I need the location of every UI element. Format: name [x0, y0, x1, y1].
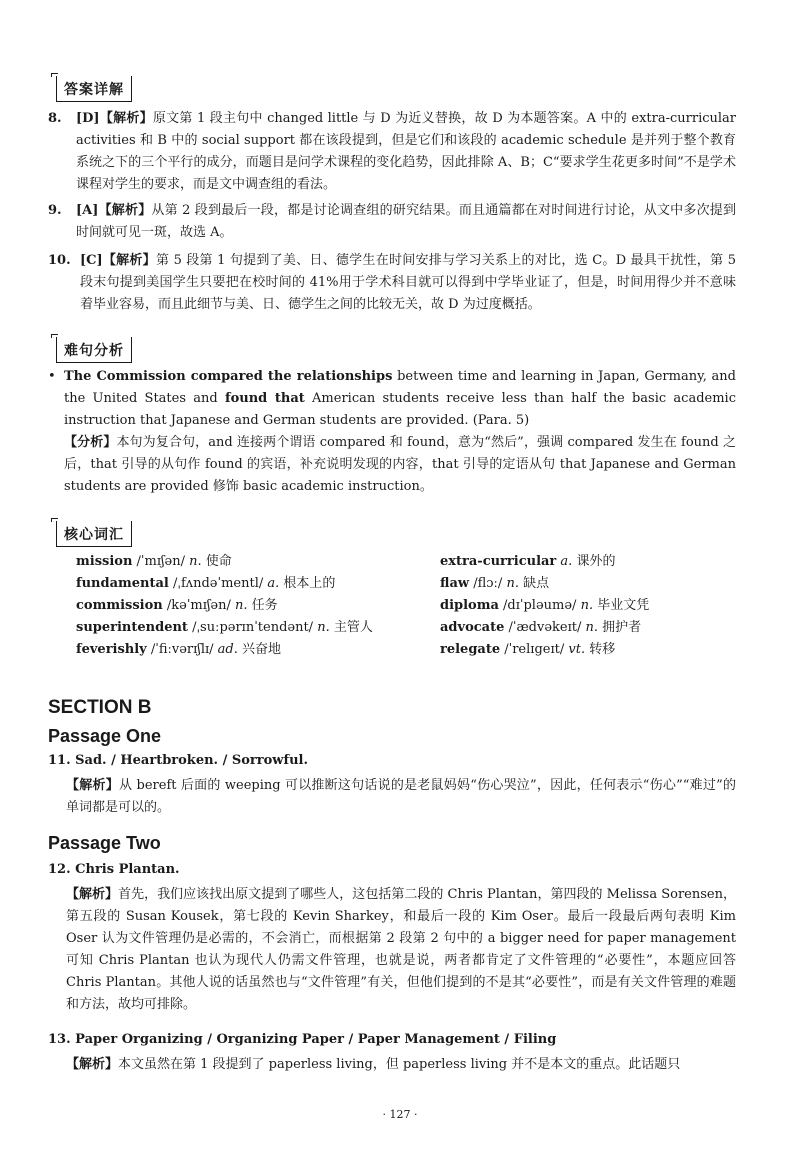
- vocab-word: flaw: [440, 576, 470, 591]
- answer-item-9: [48, 200, 736, 244]
- vocab-phonetic: /ˈrelɪgeɪt/: [504, 642, 565, 657]
- vocab-entry: [440, 595, 649, 617]
- vocab-meaning: 拥护者: [602, 620, 642, 635]
- question-11-answer: 11. Sad. / Heartbroken. / Sorrowful.: [48, 753, 308, 768]
- vocab-phonetic: /ˈmɪʃən/: [136, 554, 185, 569]
- vocab-entry: [440, 639, 649, 661]
- sentence-part-2: between time and learning in Japan, Germany, and the United States and: [64, 369, 736, 406]
- vocab-word: advocate: [440, 620, 505, 635]
- vocab-word: mission: [76, 554, 133, 569]
- vocab-pos: n.: [317, 620, 330, 635]
- vocab-pos: n.: [580, 598, 594, 613]
- vocab-word: commission: [76, 598, 163, 613]
- vocab-meaning: 主管人: [333, 620, 373, 635]
- difficult-sentence-tag: 难句分析: [56, 337, 132, 363]
- vocab-entry: [440, 617, 649, 639]
- vocab-meaning: 毕业文凭: [597, 598, 650, 613]
- answer-label: [D]【解析】: [76, 111, 153, 126]
- vocab-meaning: 课外的: [576, 554, 616, 569]
- answer-body: 第 5 段第 1 句提到了美、日、德学生在时间安排与学习关系上的对比，选 C。D 最具干扰性，第 5 段末句提到美国学生只要把在校时间的 41%用于学术科目就可以得到中学毕业证了，但是，时间用得少并不意味着毕业容易，而且此细节与美、日、德学生之间的比较无关，故 D 为过度概括。: [80, 253, 736, 312]
- vocab-word: feverishly: [76, 642, 147, 657]
- vocab-pos: a.: [560, 554, 573, 569]
- core-vocab-tag: 核心词汇: [56, 521, 132, 547]
- vocab-phonetic: /kəˈmɪʃən/: [166, 598, 231, 613]
- vocab-entry: [440, 573, 649, 595]
- bullet-icon: •: [48, 369, 56, 384]
- vocab-pos: n.: [235, 598, 248, 613]
- explanation-text: 本文虽然在第 1 段提到了 paperless living，但 paperless living 并不是本文的重点。此话题只: [118, 1057, 681, 1072]
- sentence-part-3: found that: [224, 391, 305, 406]
- vocab-phonetic: /ˌsuːpərɪnˈtendənt/: [192, 620, 314, 635]
- vocab-phonetic: /ˈfiːvərɪʃlɪ/: [150, 642, 214, 657]
- vocab-entry: [440, 551, 649, 573]
- vocab-pos: n.: [189, 554, 202, 569]
- vocab-meaning: 缺点: [523, 576, 550, 591]
- question-12-answer: 12. Chris Plantan.: [48, 862, 180, 877]
- vocab-entry: [76, 617, 373, 639]
- question-13-answer: 13. Paper Organizing / Organizing Paper / Paper Management / Filing: [48, 1032, 557, 1047]
- vocab-entry: [76, 595, 373, 617]
- answer-label: [A]【解析】: [76, 203, 152, 218]
- vocab-word: diploma: [440, 598, 499, 613]
- vocab-meaning: 兴奋地: [242, 642, 282, 657]
- answer-detail-tag: 答案详解: [56, 76, 132, 102]
- answer-text: [80, 250, 736, 316]
- explanation-text: 首先，我们应该找出原文提到了哪些人，这包括第二段的 Chris Plantan，第四段的 Melissa Sorensen，第五段的 Susan Kousek，第七段的 Kevin Sharkey，和最后一段的 Kim Oser。最后一段最后两句表明 Kim Oser 认为文件管理仍是必需的，不会消亡，而根据第 2 段第 2 句中的 a bigger need for paper management 可知 Chris Plantan 也认为现代人仍需文件管理，也就是说，两者都肯定了文件管理的“必要性”，本题应回答 Chris Plantan。其他人说的话虽然也与“文件管理”有关，但他们提到的不是其“必要性”，而是有关文件管理的难题和方法，故均可排除。: [66, 887, 736, 1012]
- vocab-pos: ad.: [217, 642, 238, 657]
- explanation-label: 【解析】: [66, 1057, 119, 1072]
- section-b-heading: SECTION B: [48, 697, 152, 718]
- vocab-word: extra-curricular: [440, 554, 557, 569]
- answer-item-8: [48, 108, 736, 196]
- answer-item-10: [48, 250, 736, 316]
- vocab-pos: vt.: [568, 642, 586, 657]
- vocab-phonetic: /ˌfʌndəˈmentl/: [173, 576, 264, 591]
- vocab-entry: [76, 639, 373, 661]
- vocab-entry: [76, 573, 373, 595]
- vocab-pos: a.: [267, 576, 280, 591]
- vocab-meaning: 使命: [205, 554, 232, 569]
- difficult-sentence: [64, 366, 736, 432]
- vocab-right-column: [440, 551, 649, 661]
- passage-one-heading: Passage One: [48, 726, 162, 746]
- sentence-analysis: [64, 432, 736, 498]
- answer-number: 8.: [48, 111, 62, 126]
- explanation-label: 【解析】: [66, 778, 119, 793]
- vocab-meaning: 转移: [589, 642, 616, 657]
- answer-text: [76, 200, 736, 244]
- answer-text: [76, 108, 736, 196]
- question-12-explanation: [66, 884, 736, 1016]
- vocab-word: superintendent: [76, 620, 188, 635]
- answer-label: [C]【解析】: [80, 253, 156, 268]
- vocab-meaning: 根本上的: [283, 576, 336, 591]
- answer-number: 9.: [48, 203, 62, 218]
- vocab-phonetic: /flɔː/: [473, 576, 503, 591]
- explanation-label: 【解析】: [66, 887, 119, 902]
- vocab-left-column: [76, 551, 373, 661]
- vocab-pos: n.: [506, 576, 519, 591]
- answer-body: 原文第 1 段主句中 changed little 与 D 为近义替换，故 D 为本题答案。A 中的 extra-curricular activities 和 B 中的 social support 都在该段提到，但是它们和该段的 academic schedule 是并列于整个教育系统之下的三个平行的成分，而题目是问学术课程的变化趋势，因此排除 A、B；C“要求学生花更多时间”不是学术课程对学生的要求，而是文中调查组的看法。: [76, 111, 736, 192]
- vocab-phonetic: /dɪˈpləumə/: [503, 598, 577, 613]
- page-number: · 127 ·: [382, 1108, 418, 1121]
- explanation-text: 从 bereft 后面的 weeping 可以推断这句话说的是老鼠妈妈“伤心哭泣”，因此，任何表示“伤心”“难过”的单词都是可以的。: [66, 778, 736, 815]
- sentence-part-4: American students receive less than half the basic academic instruction that Japanese and German students are provided. (Para. 5): [64, 391, 736, 428]
- vocab-meaning: 任务: [251, 598, 278, 613]
- answer-number: 10.: [48, 253, 71, 268]
- answer-body: 从第 2 段到最后一段，都是讨论调查组的研究结果。而且通篇都在对时间进行讨论，从文中多次提到时间就可见一斑，故选 A。: [76, 203, 736, 240]
- analysis-label: 【分析】: [64, 435, 117, 450]
- passage-two-heading: Passage Two: [48, 833, 161, 853]
- sentence-part-1: The Commission compared the relationships: [64, 369, 393, 384]
- analysis-text: 本句为复合句，and 连接两个谓语 compared 和 found，意为“然后”，强调 compared 发生在 found 之后，that 引导的从句作 found 的宾语，补充说明发现的内容，that 引导的定语从句 that Japanese and German students are provided 修饰 basic academic instruction。: [64, 435, 736, 494]
- vocab-word: fundamental: [76, 576, 169, 591]
- vocab-entry: [76, 551, 373, 573]
- vocab-word: relegate: [440, 642, 501, 657]
- question-13-explanation: [66, 1054, 736, 1076]
- vocab-pos: n.: [585, 620, 599, 635]
- question-11-explanation: [66, 775, 736, 819]
- vocab-phonetic: /ˈædvəkeɪt/: [508, 620, 582, 635]
